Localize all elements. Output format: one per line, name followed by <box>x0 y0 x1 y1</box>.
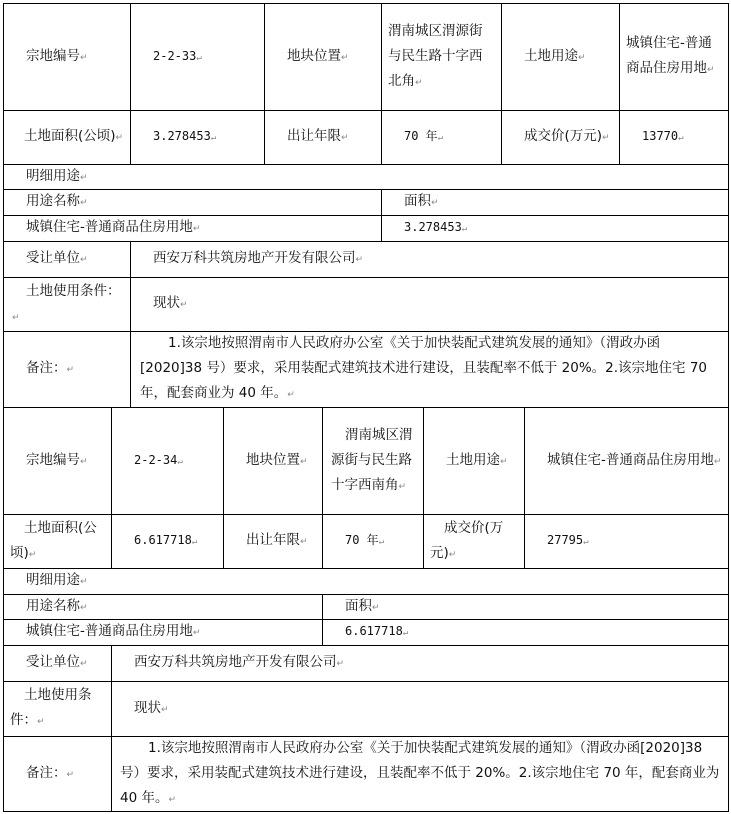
parcel-id-label: 宗地编号 ↵ <box>12 448 88 475</box>
location-label: 地块位置 ↵ <box>273 44 349 71</box>
area-header: 面积 ↵ <box>390 189 439 216</box>
header-cell <box>3 189 382 216</box>
value-cell <box>322 619 729 646</box>
detail-use: 城镇住宅-普通商品住房用地 ↵ <box>12 215 200 242</box>
label-cell <box>423 514 525 569</box>
buyer-label: 受让单位 ↵ <box>12 650 88 677</box>
term: 70 年 ↵ <box>390 124 443 151</box>
price-label: 成交价(万元) ↵ <box>510 124 610 151</box>
detail-area: 3.278453 ↵ <box>390 215 467 242</box>
condition-label: 土地使用条件： ↵ <box>10 683 105 735</box>
label-cell <box>3 736 112 812</box>
label-cell <box>423 407 525 515</box>
label-cell <box>264 110 382 165</box>
value-cell <box>619 110 729 165</box>
detail-use: 城镇住宅-普通商品住房用地 ↵ <box>12 619 200 646</box>
header-cell <box>322 594 729 620</box>
use-label: 土地用途 ↵ <box>510 44 586 71</box>
label-cell <box>3 331 131 408</box>
condition: 现状 ↵ <box>139 291 188 318</box>
condition: 现状 ↵ <box>120 696 169 723</box>
value-cell <box>524 407 729 515</box>
note: 1.该宗地按照渭南市人民政府办公室《关于加快装配式建筑发展的通知》（渭政办函[2020]38 号）要求，采用装配式建筑技术进行建设，且装配率不低于 20%。2.该宗地住宅 70 年，配套商业为 40 年。 ↵ <box>140 331 720 408</box>
value-cell <box>381 110 502 165</box>
area: 6.617718 ↵ <box>120 528 197 555</box>
value-cell <box>619 3 729 111</box>
label-cell <box>3 241 131 278</box>
label-cell <box>501 110 620 165</box>
land-use: 城镇住宅-普通商品住房用地 ↵ <box>533 448 721 475</box>
label-cell <box>3 3 131 111</box>
value-cell <box>130 110 265 165</box>
note-label: 备注： ↵ <box>12 356 74 383</box>
term-label: 出让年限 ↵ <box>273 124 349 151</box>
label-cell <box>223 407 323 515</box>
price-label: 成交价(万元) ↵ <box>430 516 518 568</box>
value-cell <box>111 514 224 569</box>
label-cell <box>501 3 620 111</box>
value-cell <box>111 407 224 515</box>
value-cell <box>3 619 323 646</box>
use-name-header: 用途名称 ↵ <box>12 594 88 621</box>
note: 1.该宗地按照渭南市人民政府办公室《关于加快装配式建筑发展的通知》（渭政办函[2020]38 号）要求，采用装配式建筑技术进行建设，且装配率不低于 20%。2.该宗地住宅 70 年，配套商业为 40 年。 ↵ <box>120 736 722 813</box>
value-cell <box>111 645 729 682</box>
value-cell <box>130 277 729 332</box>
detail-label: 明细用途 ↵ <box>12 568 88 595</box>
price: 27795 ↵ <box>533 528 589 555</box>
term: 70 年 ↵ <box>331 528 384 555</box>
buyer-label: 受让单位 ↵ <box>12 246 88 273</box>
label-cell <box>223 514 323 569</box>
header-cell <box>381 189 729 216</box>
value-cell <box>130 241 729 278</box>
value-cell <box>524 514 729 569</box>
value-cell <box>111 681 729 737</box>
label-cell <box>3 681 112 737</box>
location: 渭南城区渭源街与民生路十字西北角 ↵ <box>388 19 495 96</box>
label-cell <box>3 110 131 165</box>
use-label: 土地用途 ↵ <box>432 448 508 475</box>
area-header: 面积 ↵ <box>331 594 380 621</box>
buyer: 西安万科共筑房地产开发有限公司 ↵ <box>120 650 344 677</box>
label-cell <box>3 277 131 332</box>
detail-area: 6.617718 ↵ <box>331 619 408 646</box>
value-cell <box>381 215 729 242</box>
parcel-id-label: 宗地编号 ↵ <box>12 44 88 71</box>
land-use: 城镇住宅-普通商品住房用地 ↵ <box>626 31 722 83</box>
location-label: 地块位置 ↵ <box>232 448 308 475</box>
value-cell <box>3 215 382 242</box>
label-cell <box>264 3 382 111</box>
use-name-header: 用途名称 ↵ <box>12 189 88 216</box>
area-label: 土地面积(公顷) ↵ <box>10 516 105 568</box>
value-cell <box>130 3 265 111</box>
detail-label: 明细用途 ↵ <box>12 164 88 191</box>
label-cell <box>3 407 112 515</box>
note-label: 备注： ↵ <box>12 761 74 788</box>
value-cell <box>322 407 424 515</box>
value-cell <box>130 331 729 408</box>
section-row <box>3 568 729 595</box>
price: 13770 ↵ <box>628 124 684 151</box>
buyer: 西安万科共筑房地产开发有限公司 ↵ <box>139 246 363 273</box>
label-cell <box>3 514 112 569</box>
value-cell <box>322 514 424 569</box>
term-label: 出让年限 ↵ <box>232 528 308 555</box>
area-label: 土地面积(公顷) ↵ <box>10 124 123 151</box>
label-cell <box>3 645 112 682</box>
value-cell <box>381 3 502 111</box>
parcel-id: 2-2-34 ↵ <box>120 448 183 475</box>
condition-label: 土地使用条件： ↵ <box>12 279 124 331</box>
section-row <box>3 164 729 190</box>
location: 渭南城区渭源街与民生路十字西南角 ↵ <box>331 423 417 500</box>
area: 3.278453 ↵ <box>139 124 216 151</box>
header-cell <box>3 594 323 620</box>
value-cell <box>111 736 729 812</box>
parcel-id: 2-2-33 ↵ <box>139 44 202 71</box>
